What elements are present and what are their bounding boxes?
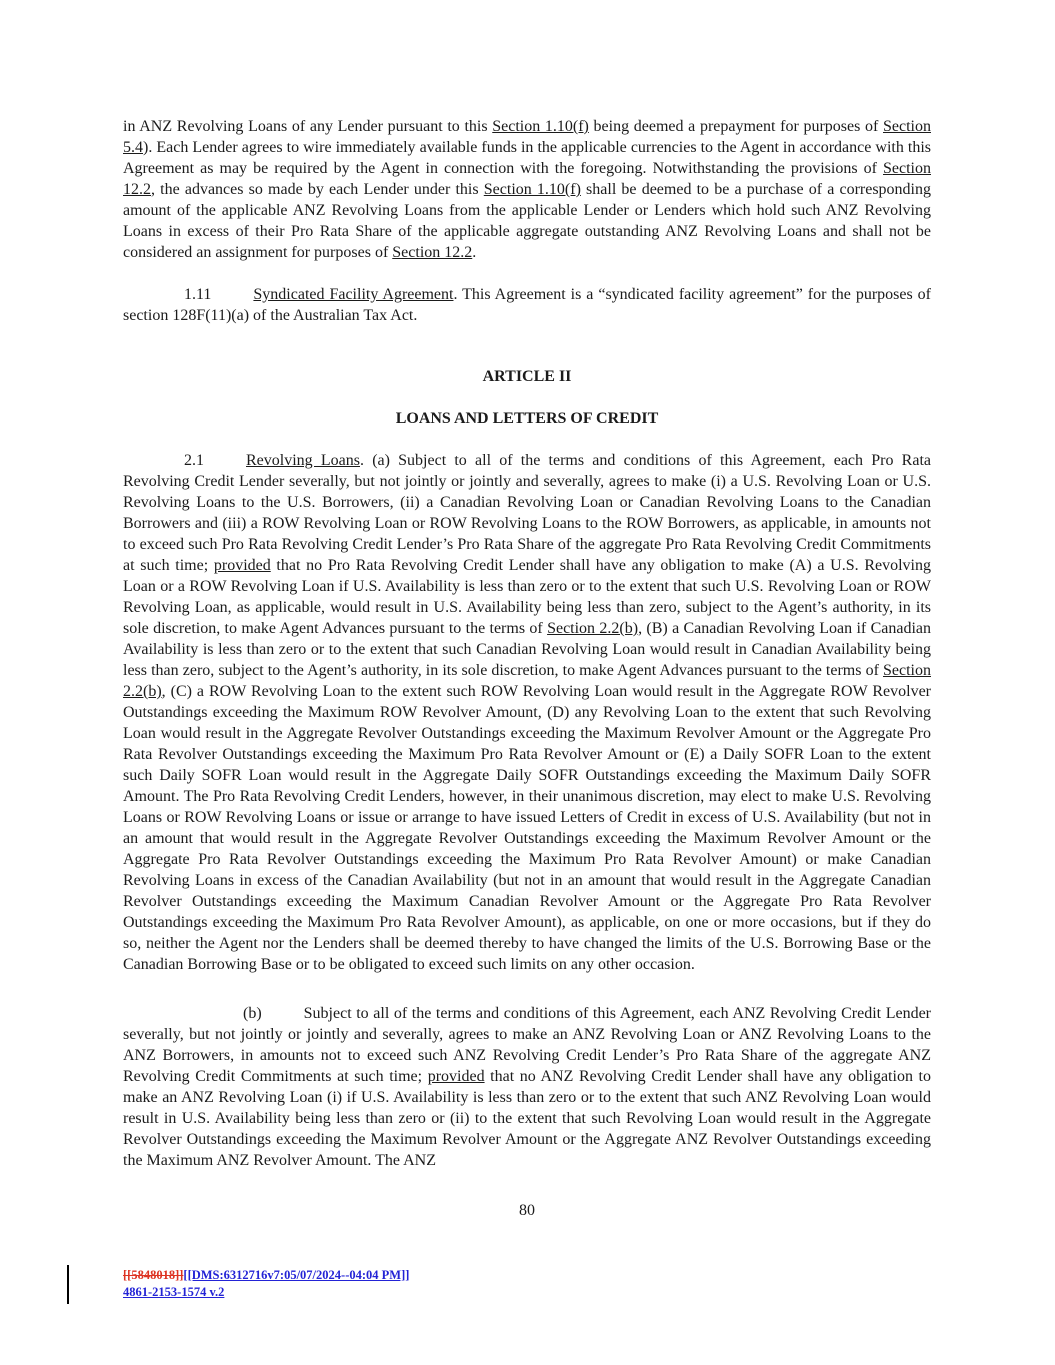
text-run: provided — [213, 557, 271, 574]
text-run: Subject to all of the terms and conditions of this Agreement, each ANZ Revolving Credit Lender severally, but not jointly or jointly and severally, agrees to make an ANZ Revolving Loan or ANZ Revolving Loans to the ANZ Borrowers, in amounts not to exceed such ANZ Revolving Credit Lender’s Pro Rata Share of the aggregate ANZ Revolving Credit Commitments at such time; — [123, 1005, 931, 1085]
paragraph-section-2-1-b — [123, 1003, 931, 1171]
text-run: [[5848018]] — [123, 1268, 184, 1282]
text-run: , (C) a ROW Revolving Loan to the extent such ROW Revolving Loan would result in the Aggregate ROW Revolver Outstandings exceeding the Maximum ROW Revolver Amount, (D) any Revolving Loan to the extent that such Revolving Loan would result in the Aggregate Revolver Outstandings exceeding the Maximum Revolver Amount or the Aggregate Pro Rata Revolver Outstandings exceeding the Maximum Pro Rata Revolver Amount or (E) a Daily SOFR Loan to the extent such Daily SOFR Loan would result in the Aggregate Daily SOFR Outstandings exceeding the Maximum Daily SOFR Amount. The Pro Rata Revolving Credit Lenders, however, in their unanimous discretion, may elect to make U.S. Revolving Loans or ROW Revolving Loans or issue or arrange to have issued Letters of Credit in excess of U.S. Availability (but not in an amount that would result in the Aggregate Revolver Outstandings exceeding the Maximum Revolver Amount or the Aggregate Pro Rata Revolver Outstandings exceeding the Maximum Pro Rata Revolver Amount) or make Canadian Revolving Loans in excess of the Canadian Availability (but not in an amount that would result in the Aggregate Canadian Revolver Outstandings exceeding the Maximum Canadian Revolver Amount or the Aggregate Pro Rata Revolver Outstandings exceeding the Maximum Pro Rata Revolver Amount), as applicable, on one or more occasions, but if they do so, neither the Agent nor the Lenders shall be deemed thereby to have changed the limits of the U.S. Borrowing Base or the Canadian Borrowing Base or to be obligated to exceed such limits on any other occasion. — [123, 683, 931, 973]
footer-version-line — [123, 1284, 931, 1301]
text-run: . (a) Subject to all of the terms and conditions of this Agreement, each Pro Rata Revolving Credit Lender severally, but not jointly or jointly and severally, agrees to make (i) a U.S. Revolving Loan or U.S. Revolving Loans to the U.S. Borrowers, (ii) a Canadian Revolving Loan or Canadian Revolving Loans to the Canadian Borrowers and (iii) a ROW Revolving Loan or ROW Revolving Loans to the ROW Borrowers, as applicable, in amounts not to exceed such Pro Rata Revolving Credit Lender’s Pro Rata Share of the aggregate Pro Rata Revolving Credit Commitments at such time; — [123, 452, 932, 574]
text-run: ). Each Lender agrees to wire immediately available funds in the applicable currencies to the Agent in accordance with this Agreement as may be required by the Agent in connection with the foregoing. Notwithstanding the provisions of — [123, 139, 931, 177]
paragraph-section-1-11 — [123, 284, 931, 326]
text-run: , (B) a Canadian Revolving Loan if Canadian Availability is less than zero or to the extent that such Canadian Revolving Loan would result in Canadian Availability being less than zero, subject to the Agent’s authority, in its sole discretion, to make Agent Advances pursuant to the terms of — [123, 620, 932, 679]
page-body — [123, 116, 931, 1192]
footer-doc-id-line — [123, 1267, 931, 1284]
text-run: Syndicated Facility Agreement — [253, 286, 454, 303]
text-run: . — [472, 244, 477, 261]
article-heading: ARTICLE II — [482, 368, 572, 385]
text-run: Section 2.2(b) — [547, 620, 639, 637]
text-run: [[DMS:6312716v7:05/07/2024--04:04 PM]] — [183, 1268, 410, 1282]
text-run: in ANZ Revolving Loans of any Lender pursuant to this — [123, 118, 493, 135]
text-run: being deemed a prepayment for purposes of — [588, 118, 883, 135]
text-run: , the advances so made by each Lender under this — [151, 181, 484, 198]
text-run: 4861-2153-1574 v.2 — [123, 1284, 225, 1299]
change-bar — [67, 1265, 69, 1304]
text-run: shall be deemed to be a purchase of a corresponding amount of the applicable ANZ Revolving Loans from the applicable Lender or Lenders which hold such ANZ Revolving Loans in excess of their Pro Rata Share of the applicable aggregate outstanding ANZ Revolving Loans and shall not be considered an assignment for purposes of — [123, 181, 931, 261]
page-footer — [123, 1267, 931, 1300]
text-run: Section 12.2 — [123, 160, 931, 198]
article-subtitle: LOANS AND LETTERS OF CREDIT — [395, 410, 659, 427]
text-run: Section 1.10(f) — [483, 181, 581, 198]
page-number: 80 — [519, 1202, 535, 1219]
text-run: provided — [427, 1068, 485, 1085]
text-run: Section 12.2 — [392, 244, 473, 261]
text-run: Section 2.2(b) — [123, 662, 931, 700]
text-run: 1.11 — [184, 286, 212, 303]
text-run: that no Pro Rata Revolving Credit Lender shall have any obligation to make (A) a U.S. Revolving Loan or a ROW Revolving Loan if U.S. Availability is less than zero or to the extent that such U.S. Revolving Loan or ROW Revolving Loan, as applicable, would result in U.S. Availability being less than zero, subject to the Agent’s authority, in its sole discretion, to make Agent Advances pursuant to the terms of — [123, 557, 931, 637]
text-run: (b) — [243, 1005, 262, 1022]
paragraph-section-2-1 — [123, 450, 931, 975]
text-run: that no ANZ Revolving Credit Lender shall have any obligation to make an ANZ Revolving Loan (i) if U.S. Availability is less than zero or to the extent that such ANZ Revolving Loan would result in U.S. Availability being less than zero or (ii) to the extent that such Revolving Loan would result in the Aggregate Revolver Outstandings exceeding the Maximum Revolver Amount or the Aggregate ANZ Revolver Outstandings exceeding the Maximum ANZ Revolver Amount. The ANZ — [123, 1068, 931, 1169]
text-run: Revolving Loans — [246, 452, 360, 469]
paragraph-anz-revolving-continuation — [123, 116, 931, 263]
text-run: . This Agreement is a “syndicated facility agreement” for the purposes of section 128F(11)(a) of the Australian Tax Act. — [123, 286, 932, 324]
text-run: Section 5.4 — [123, 118, 931, 156]
text-run: 2.1 — [184, 452, 204, 469]
text-run: Section 1.10(f) — [492, 118, 589, 135]
